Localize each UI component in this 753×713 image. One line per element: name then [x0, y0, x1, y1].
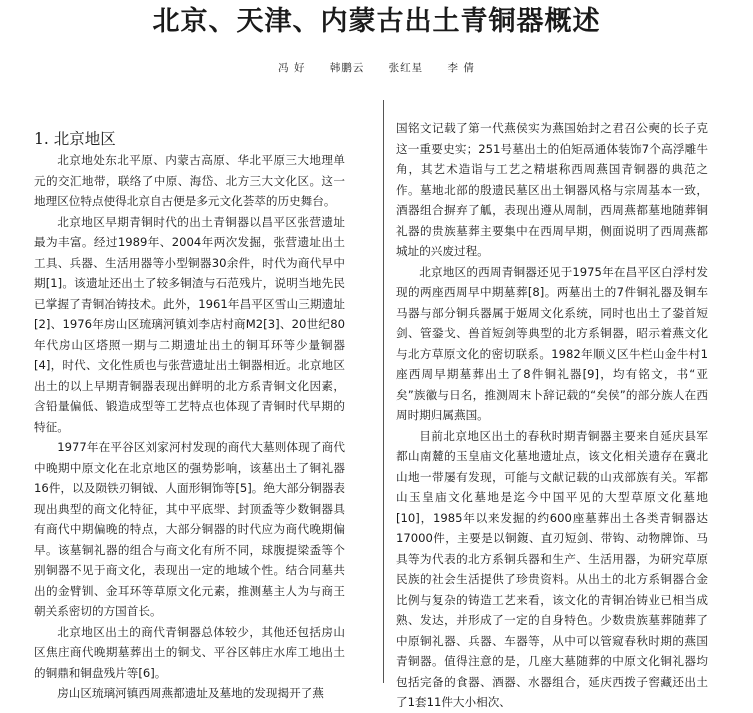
body-paragraph: 北京地区出土的商代青铜器总体较少，其他还包括房山区焦庄商代晚期墓葬出土的铜戈、平谷区韩庄水库工地出土的铜鼎和铜盘残片等[6]。 [34, 624, 345, 680]
author-name: 冯 好 [278, 62, 306, 74]
body-paragraph-continued: 国铭文记载了第一代燕侯实为燕国始封之君召公奭的长子克这一重要史实；251号墓出土的伯矩鬲通体装饰7个高浮雕牛角，其艺术造诣与工艺之精堪称西周燕国青铜器的典范之作。墓地北部的殷遗民墓区出土铜器风格与宗周基本一致，酒器组合摒弃了觚，表现出遵从周制，西周燕都墓地随葬铜礼器的贵族墓葬主要集中在西周早期，侧面说明了西周燕都城址的兴废过程。 [396, 121, 708, 258]
author-name: 李 倩 [447, 62, 475, 74]
left-column [34, 128, 345, 704]
body-paragraph: 北京地处东北平原、内蒙古高原、华北平原三大地理单元的交汇地带，联络了中原、海岱、北方三大文化区。这一地理区位特点使得北京自古便是多元文化荟萃的历史舞台。 [34, 153, 345, 208]
body-paragraph: 房山区琉璃河镇西周燕都遗址及墓地的发现揭开了燕 [57, 686, 324, 700]
author-name: 张红星 [388, 62, 424, 74]
right-column [396, 118, 708, 713]
author-list [0, 60, 753, 75]
article-title: 北京、天津、内蒙古出土青铜器概述 [152, 6, 601, 37]
body-paragraph: 北京地区的西周青铜器还见于1975年在昌平区白浮村发现的两座西周早中期墓葬[8]。两墓出土的7件铜礼器及铜车马器与部分铜兵器属于姬周文化系统，同时也出土了銎首短剑、管銎戈、兽首短剑等典型的北方系铜器，昭示着燕文化与北方草原文化的密切联系。1982年顺义区牛栏山金牛村1座西周早期墓葬出土了8件铜礼器[9]，均有铭文，书“亚矣”族徽与日名，推测周末卜辞记载的“矣侯”的部分族人在西周时期归属燕国。 [396, 264, 708, 422]
section-heading: 1. 北京地区 [34, 130, 116, 148]
author-name: 韩鹏云 [329, 62, 365, 74]
body-paragraph: 1977年在平谷区刘家河村发现的商代大墓则体现了商代中晚期中原文化在北京地区的强势影响，该墓出土了铜礼器16件，以及陨铁刃铜钺、人面形铜饰等[5]。绝大部分铜器表现出典型的商文化特征，其中平底斝、封顶盉等少数铜器具有商代中期偏晚的特点，大部分铜器的时代应为商代晚期偏早。该墓铜礼器的组合与商文化有所不同，球腹提梁盉等个别铜器不见于商文化，表现出一定的地域个性。结合同墓共出的金臂钏、金耳环等草原文化元素，推测墓主人为与商王朝关系密切的方国首长。 [34, 440, 345, 618]
body-paragraph: 目前北京地区出土的春秋时期青铜器主要来自延庆县军都山南麓的玉皇庙文化墓地遗址点，该文化相关遗存在冀北山地一带屡有发现，可能与文献记载的山戎部族有关。军都山玉皇庙文化墓地是迄今中国平见的大型草原文化墓地[10]，1985年以来发掘的约600座墓葬出土各类青铜器达17000件，主要是以铜鍑、直刃短剑、带钩、动物牌饰、马具等为代表的北方系铜兵器和生产、生活用器，为研究草原民族的社会生活提供了珍贵资料。从出土的北方系铜器合金比例与复杂的铸造工艺来看，该文化的青铜冶铸业已相当成熟、发达，并形成了一定的自身特色。少数贵族墓葬随葬了中原铜礼器、兵器、车器等，从中可以管窥春秋时期的燕国青铜器。值得注意的是，几座大墓随葬的中原文化铜礼器均包括完备的食器、酒器、水器组合，延庆西拨子窖藏还出土了1套11件大小相次、 [396, 428, 708, 709]
body-paragraph: 北京地区早期青铜时代的出土青铜器以昌平区张营遗址最为丰富。经过1989年、2004年两次发掘，张营遗址出土工具、兵器、生活用器等小型铜器30余件，时代为商代早中期[1]。该遗址还出土了较多铜渣与石范残片，说明当地先民已掌握了青铜冶铸技术。此外，1961年昌平区雪山三期遗址[2]、1976年房山区琉璃河镇刘李店村商M2[3]、20世纪80年代房山区塔照一期与二期遗址出土的铜耳环等少量铜器[4]，时代、文化性质也与张营遗址出土铜器相近。北京地区出土的以上早期青铜器表现出鲜明的北方系青铜文化因素，含铅量偏低、锻造成型等工艺特点也体现了青铜时代早期的特征。 [34, 214, 345, 434]
column-divider [383, 100, 384, 683]
